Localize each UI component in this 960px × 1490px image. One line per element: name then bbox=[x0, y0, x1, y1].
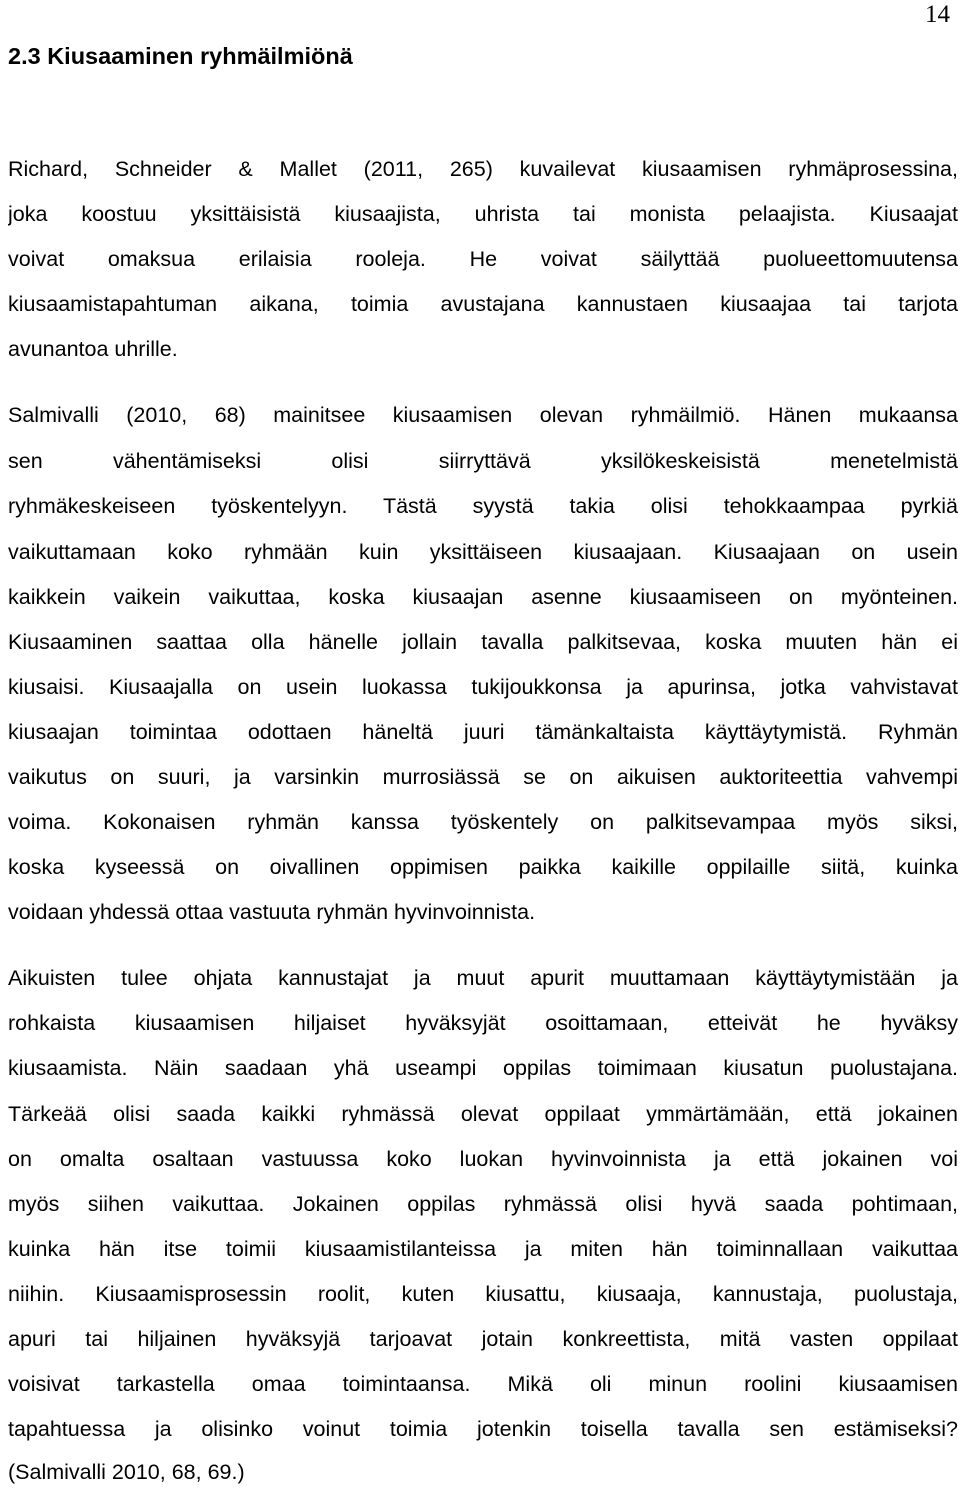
text-line: ryhmäkeskeiseen työskentelyyn. Tästä syystä takia olisi tehokkaampaa pyrkiä bbox=[8, 494, 958, 518]
text-line: kiusaisi. Kiusaajalla on usein luokassa tukijoukkonsa ja apurinsa, jotka vahvistavat bbox=[8, 675, 958, 699]
text-line: (Salmivalli 2010, 68, 69.) bbox=[8, 1460, 245, 1484]
text-line: kaikkein vaikein vaikuttaa, koska kiusaajan asenne kiusaamiseen on myönteinen. bbox=[8, 585, 958, 609]
text-line: voivat omaksua erilaisia rooleja. He voivat säilyttää puolueettomuutensa bbox=[8, 247, 958, 271]
text-line: apuri tai hiljainen hyväksyjä tarjoavat jotain konkreettista, mitä vasten oppilaat bbox=[8, 1327, 958, 1351]
text-line: Salmivalli (2010, 68) mainitsee kiusaamisen olevan ryhmäilmiö. Hänen mukaansa bbox=[8, 403, 958, 427]
text-line: Kiusaaminen saattaa olla hänelle jollain tavalla palkitsevaa, koska muuten hän ei bbox=[8, 630, 958, 654]
text-line: kuinka hän itse toimii kiusaamistilanteissa ja miten hän toiminnallaan vaikuttaa bbox=[8, 1237, 958, 1261]
text-line: sen vähentämiseksi olisi siirryttävä yksilökeskeisistä menetelmistä bbox=[8, 449, 958, 473]
text-line: Tärkeää olisi saada kaikki ryhmässä olevat oppilaat ymmärtämään, että jokainen bbox=[8, 1102, 958, 1126]
text-line: niihin. Kiusaamisprosessin roolit, kuten kiusattu, kiusaaja, kannustaja, puolustaja, bbox=[8, 1282, 958, 1306]
text-line: tapahtuessa ja olisinko voinut toimia jotenkin toisella tavalla sen estämiseksi? bbox=[8, 1417, 958, 1441]
text-line: kiusaamista. Näin saadaan yhä useampi oppilas toimimaan kiusatun puolustajana. bbox=[8, 1056, 958, 1080]
text-line: voisivat tarkastella omaa toimintaansa. Mikä oli minun roolini kiusaamisen bbox=[8, 1372, 958, 1396]
section-heading: 2.3 Kiusaaminen ryhmäilmiönä bbox=[8, 43, 353, 69]
text-line: Aikuisten tulee ohjata kannustajat ja muut apurit muuttamaan käyttäytymistään ja bbox=[8, 966, 958, 990]
page-number: 14 bbox=[925, 1, 950, 28]
text-line: avunantoa uhrille. bbox=[8, 337, 178, 361]
text-line: vaikutus on suuri, ja varsinkin murrosiässä se on aikuisen auktoriteettia vahvempi bbox=[8, 765, 958, 789]
text-line: voima. Kokonaisen ryhmän kanssa työskentely on palkitsevampaa myös siksi, bbox=[8, 810, 958, 834]
text-line: koska kyseessä on oivallinen oppimisen paikka kaikille oppilaille siitä, kuinka bbox=[8, 855, 958, 879]
text-line: myös siihen vaikuttaa. Jokainen oppilas ryhmässä olisi hyvä saada pohtimaan, bbox=[8, 1192, 958, 1216]
text-line: joka koostuu yksittäisistä kiusaajista, uhrista tai monista pelaajista. Kiusaajat bbox=[8, 202, 958, 226]
text-line: rohkaista kiusaamisen hiljaiset hyväksyjät osoittamaan, etteivät he hyväksy bbox=[8, 1011, 958, 1035]
text-line: Richard, Schneider & Mallet (2011, 265) kuvailevat kiusaamisen ryhmäprosessina, bbox=[8, 157, 958, 181]
text-line: on omalta osaltaan vastuussa koko luokan hyvinvoinnista ja että jokainen voi bbox=[8, 1147, 958, 1171]
text-line: vaikuttamaan koko ryhmään kuin yksittäiseen kiusaajaan. Kiusaajaan on usein bbox=[8, 540, 958, 564]
text-line: kiusaamistapahtuman aikana, toimia avustajana kannustaen kiusaajaa tai tarjota bbox=[8, 292, 958, 316]
text-line: voidaan yhdessä ottaa vastuuta ryhmän hyvinvoinnista. bbox=[8, 900, 536, 924]
text-line: kiusaajan toimintaa odottaen häneltä juuri tämänkaltaista käyttäytymistä. Ryhmän bbox=[8, 720, 958, 744]
